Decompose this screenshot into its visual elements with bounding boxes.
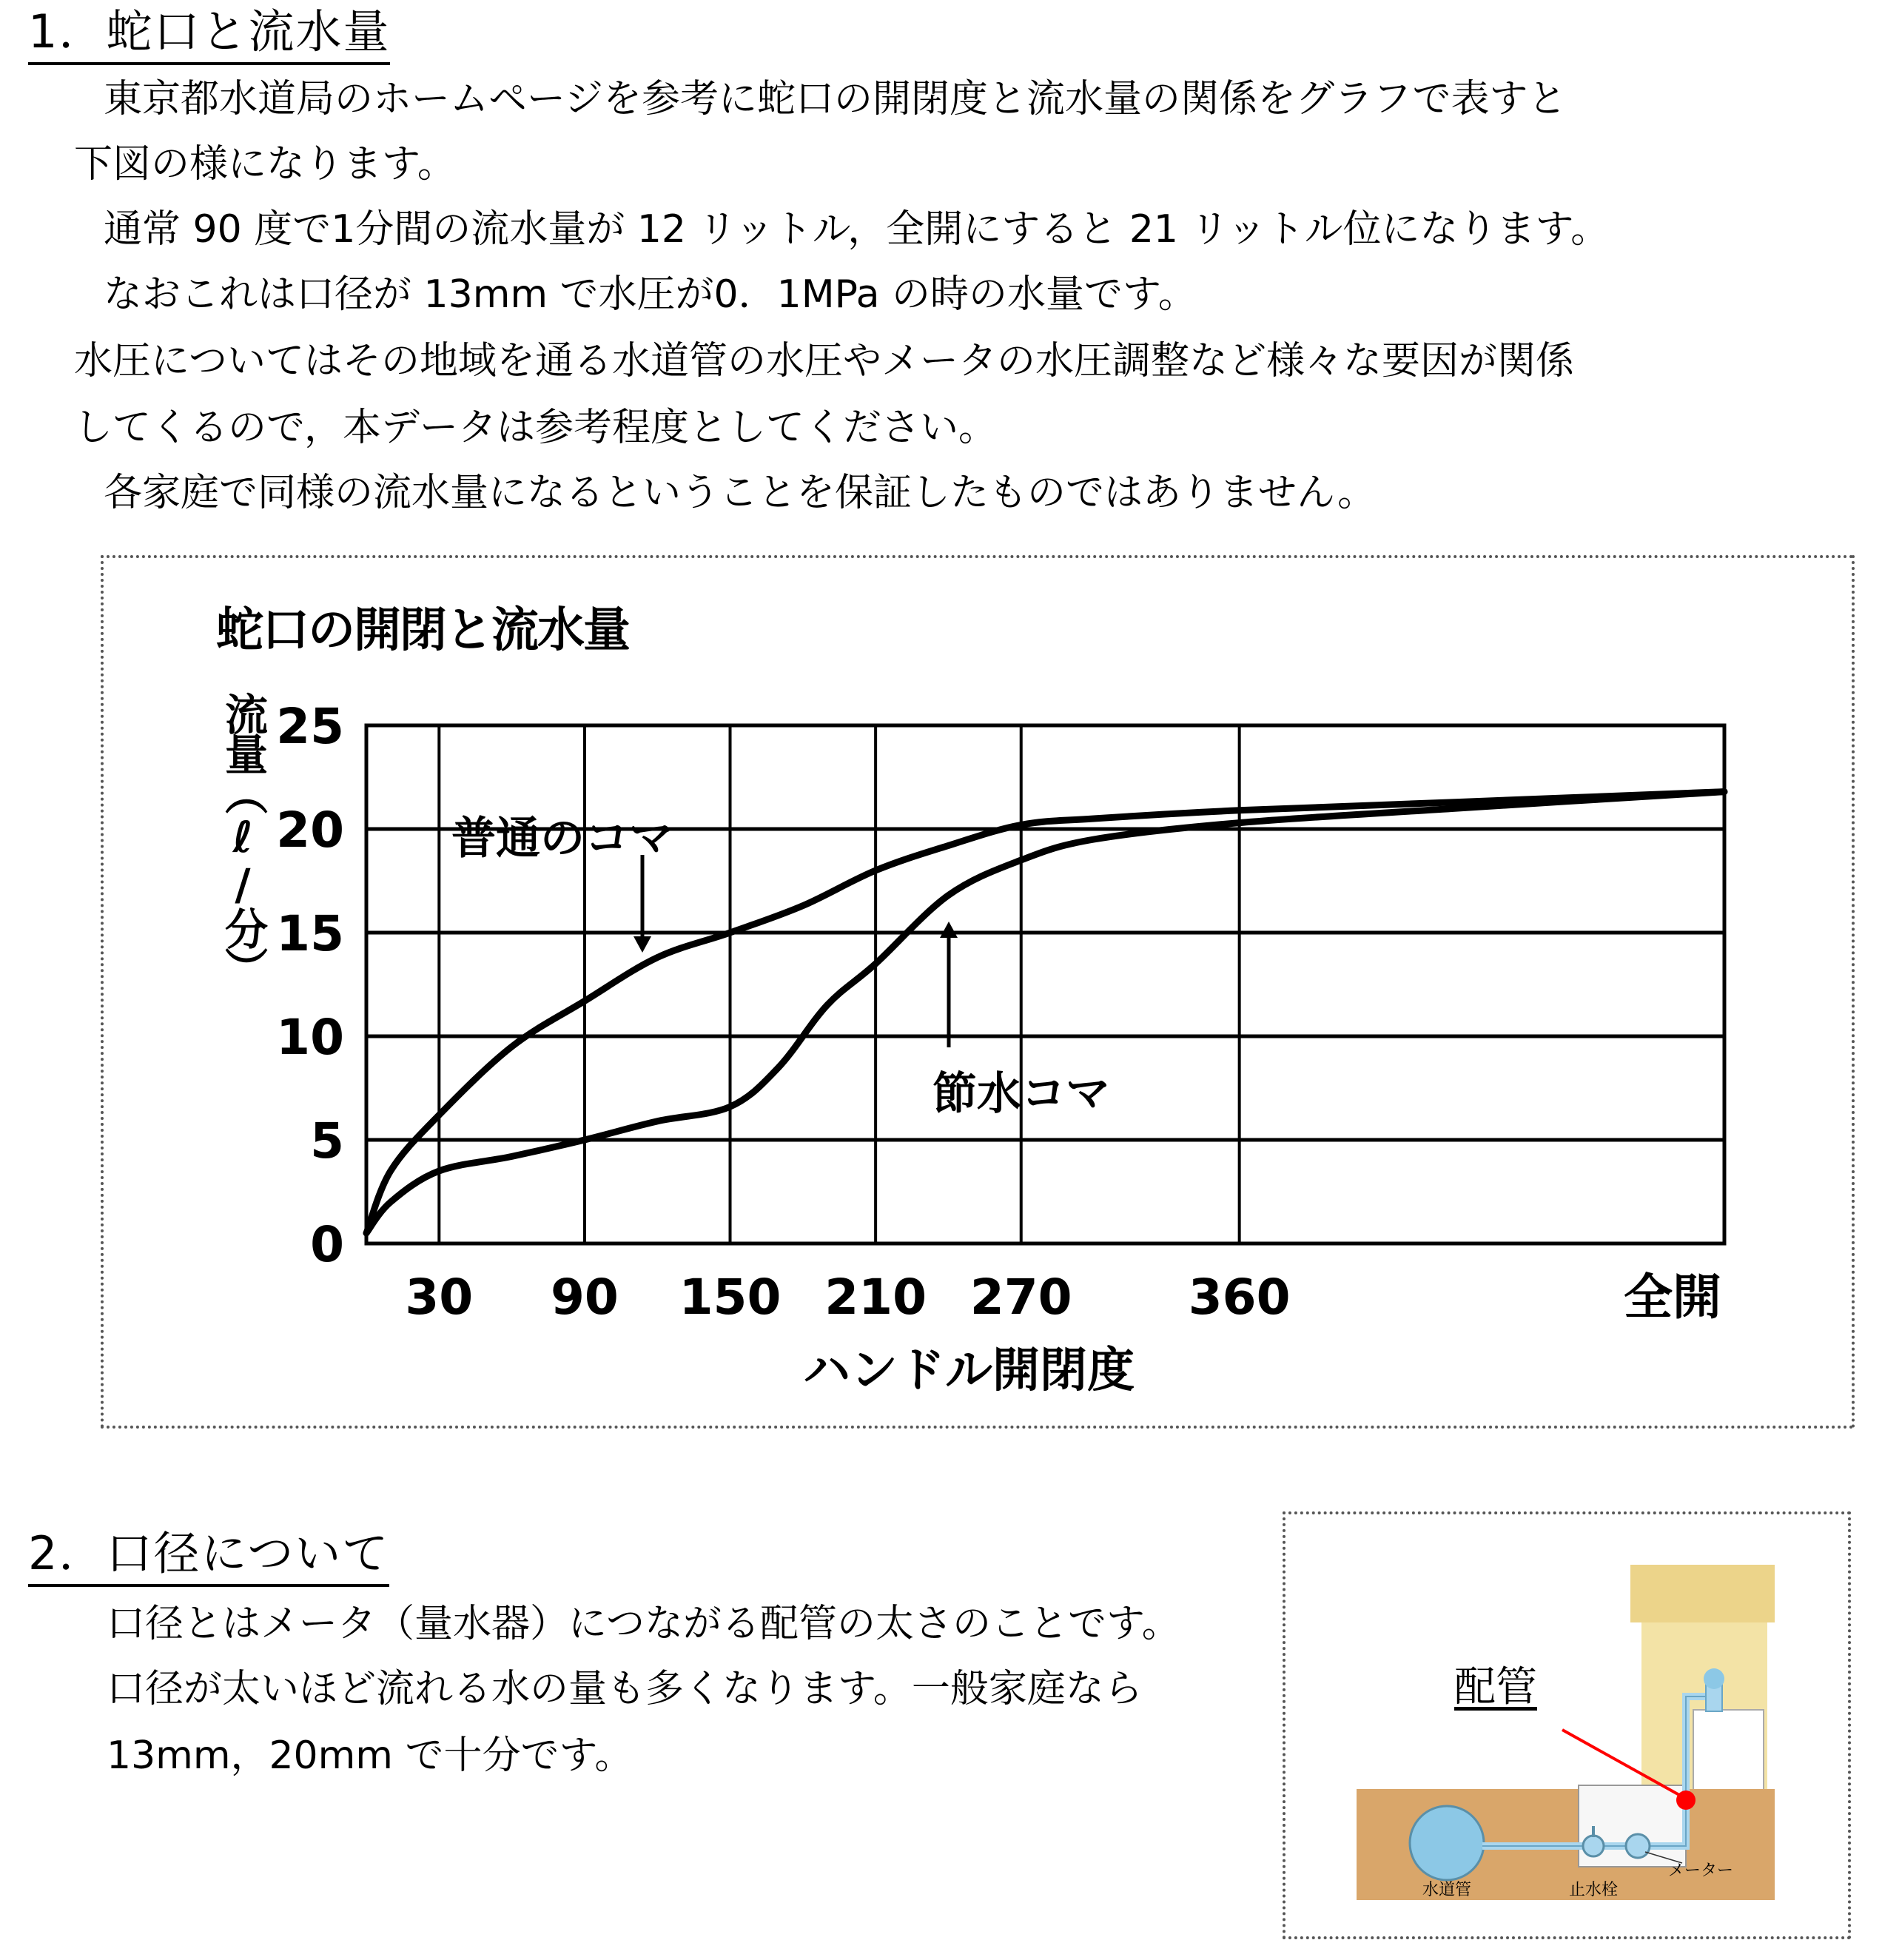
faucet-handle-icon	[1704, 1668, 1724, 1689]
flow-chart	[104, 559, 1850, 1425]
x-tick-label: 90	[550, 1269, 619, 1326]
section1-heading: 1．蛇口と流水量	[28, 9, 390, 65]
section1-paragraph-6: してくるので，本データは参考程度としてください。	[74, 406, 997, 450]
house-roof	[1630, 1565, 1775, 1622]
section1-paragraph-3: 通常 90 度で1分間の流水量が 12 リットル，全開にすると 21 リットル位になります。	[104, 207, 1610, 252]
section2-paragraph-2: 口径が太いほど流れる水の量も多くなります。一般家庭なら	[107, 1667, 1143, 1711]
x-tick-label: 270	[969, 1269, 1072, 1326]
section1-paragraph-5: 水圧についてはその地域を通る水道管の水圧やメータの水圧調整など様々な要因が関係	[74, 339, 1574, 383]
chart-title: 蛇口の開閉と流水量	[216, 603, 629, 658]
y-tick-label: 15	[276, 905, 344, 962]
series-line-normal	[366, 792, 1724, 1233]
y-tick-label: 10	[276, 1009, 344, 1066]
section1-paragraph-4: なおこれは口径が 13mm で水圧が0．1MPa の時の水量です。	[104, 272, 1197, 317]
y-tick-label: 0	[310, 1216, 344, 1273]
arrow-water-saving-head	[940, 922, 958, 938]
x-tick-label: 30	[405, 1269, 474, 1326]
pipe-pointer-dot	[1676, 1790, 1696, 1810]
section1-paragraph-2: 下図の様になります。	[74, 142, 456, 187]
section1-paragraph-7: 各家庭で同様の流水量になるということを保証したものではありません。	[104, 471, 1377, 515]
chart-y-axis-label: 流量（ℓ/分）	[218, 692, 268, 987]
water-main-icon	[1410, 1806, 1484, 1880]
y-tick-label: 5	[310, 1112, 344, 1169]
pipe-diagram	[1283, 1511, 1851, 1939]
section2-heading: 2．口径について	[28, 1531, 389, 1587]
x-tick-label: 210	[824, 1269, 927, 1326]
x-tick-label: 360	[1188, 1269, 1291, 1326]
pipe-label: 配管	[1454, 1663, 1537, 1711]
stop-valve-label: 止水栓	[1568, 1881, 1619, 1899]
stop-valve-icon	[1583, 1836, 1604, 1856]
arrow-normal-head	[634, 936, 651, 953]
water-main-label: 水道管	[1422, 1881, 1472, 1899]
series-label-water-saving: 節水コマ	[932, 1068, 1110, 1120]
x-tick-label: 全開	[1624, 1269, 1721, 1326]
chart-x-axis-label: ハンドル開閉度	[803, 1343, 1135, 1398]
section2-paragraph-3: 13mm，20mm で十分です。	[107, 1734, 634, 1778]
meter-label: メーター	[1667, 1862, 1734, 1880]
x-tick-label: 150	[679, 1269, 782, 1326]
y-tick-label: 25	[276, 698, 344, 755]
series-label-normal: 普通のコマ	[451, 813, 673, 865]
meter-icon	[1626, 1834, 1650, 1858]
y-tick-label: 20	[276, 802, 344, 859]
section1-paragraph-1: 東京都水道局のホームページを参考に蛇口の開閉度と流水量の関係をグラフで表すと	[104, 77, 1567, 121]
section2-paragraph-1: 口径とはメータ（量水器）につながる配管の太さのことです。	[107, 1602, 1180, 1646]
